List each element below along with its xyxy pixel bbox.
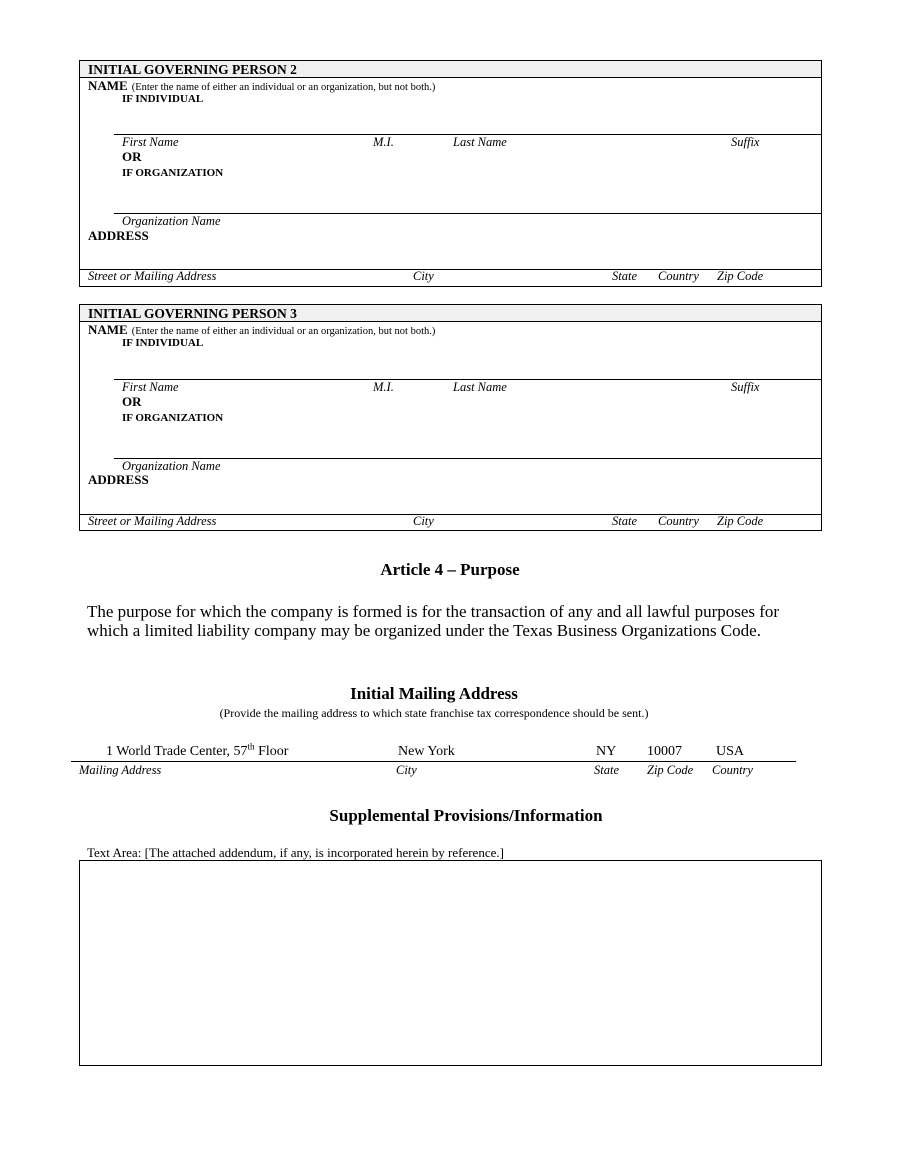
zip-code-label: Zip Code <box>717 269 764 283</box>
last-name-label: Last Name <box>453 135 507 149</box>
mailing-state-value[interactable]: NY <box>596 744 617 759</box>
city-label: City <box>413 269 434 283</box>
mailing-city-value[interactable]: New York <box>398 744 455 759</box>
state-label: State <box>612 514 637 528</box>
individual-name-input[interactable] <box>114 106 821 134</box>
name-hint: (Enter the name of either an individual or an organization, but not both.) <box>131 326 436 337</box>
last-name-label: Last Name <box>453 380 507 394</box>
governing-person-2-section <box>79 60 822 287</box>
text-area-label: Text Area: [The attached addendum, if any, is incorporated herein by reference.] <box>87 845 504 860</box>
address-input[interactable] <box>80 244 821 269</box>
first-name-label: First Name <box>122 135 179 149</box>
mi-label: M.I. <box>373 380 394 394</box>
name-label: NAME <box>88 322 128 337</box>
if-individual-label: IF INDIVIDUAL <box>122 93 204 105</box>
if-organization-label: IF ORGANIZATION <box>122 412 224 424</box>
mailing-state-label: State <box>594 763 619 777</box>
mailing-country-value[interactable]: USA <box>716 744 745 759</box>
organization-name-input[interactable] <box>114 181 821 213</box>
zip-code-label: Zip Code <box>717 514 764 528</box>
or-label: OR <box>122 394 142 409</box>
organization-name-label: Organization Name <box>122 214 221 228</box>
organization-name-input[interactable] <box>114 426 821 458</box>
article-4-text: The purpose for which the company is formed is for the transaction of any and all lawful purposes for which a limited liability company may be organized under the Texas Business Organizations Code. <box>87 602 780 640</box>
address-label: ADDRESS <box>88 472 149 487</box>
mailing-country-label: Country <box>712 763 753 777</box>
if-individual-label: IF INDIVIDUAL <box>122 337 204 349</box>
mailing-underline <box>71 761 796 762</box>
supplemental-title: Supplemental Provisions/Information <box>329 806 603 825</box>
name-hint: (Enter the name of either an individual or an organization, but not both.) <box>131 82 436 93</box>
section-header: INITIAL GOVERNING PERSON 2 <box>80 61 821 78</box>
mailing-city-label: City <box>396 763 417 777</box>
street-label: Street or Mailing Address <box>88 514 217 528</box>
if-organization-label: IF ORGANIZATION <box>122 167 224 179</box>
country-label: Country <box>658 269 699 283</box>
address-input[interactable] <box>80 488 821 513</box>
individual-name-input[interactable] <box>114 350 821 378</box>
or-label: OR <box>122 149 142 164</box>
suffix-label: Suffix <box>731 380 760 394</box>
address-label: ADDRESS <box>88 228 149 243</box>
mailing-zip-value[interactable]: 10007 <box>647 744 682 759</box>
suffix-label: Suffix <box>731 135 760 149</box>
state-label: State <box>612 269 637 283</box>
mailing-address-label: Mailing Address <box>79 763 162 777</box>
country-label: Country <box>658 514 699 528</box>
governing-person-3-section <box>79 304 822 531</box>
section-header: INITIAL GOVERNING PERSON 3 <box>80 305 821 322</box>
article-4-title: Article 4 – Purpose <box>380 560 520 579</box>
mailing-address-title: Initial Mailing Address <box>350 684 518 703</box>
supplemental-text-area[interactable] <box>79 860 822 1066</box>
first-name-label: First Name <box>122 380 179 394</box>
mailing-address-subtitle: (Provide the mailing address to which state franchise tax correspondence should be sent.) <box>219 706 649 720</box>
name-label: NAME <box>88 78 128 93</box>
city-label: City <box>413 514 434 528</box>
mailing-address-value[interactable]: 1 World Trade Center, 57th Floor <box>106 741 289 759</box>
organization-name-label: Organization Name <box>122 459 221 473</box>
mi-label: M.I. <box>373 135 394 149</box>
mailing-zip-label: Zip Code <box>647 763 694 777</box>
street-label: Street or Mailing Address <box>88 269 217 283</box>
